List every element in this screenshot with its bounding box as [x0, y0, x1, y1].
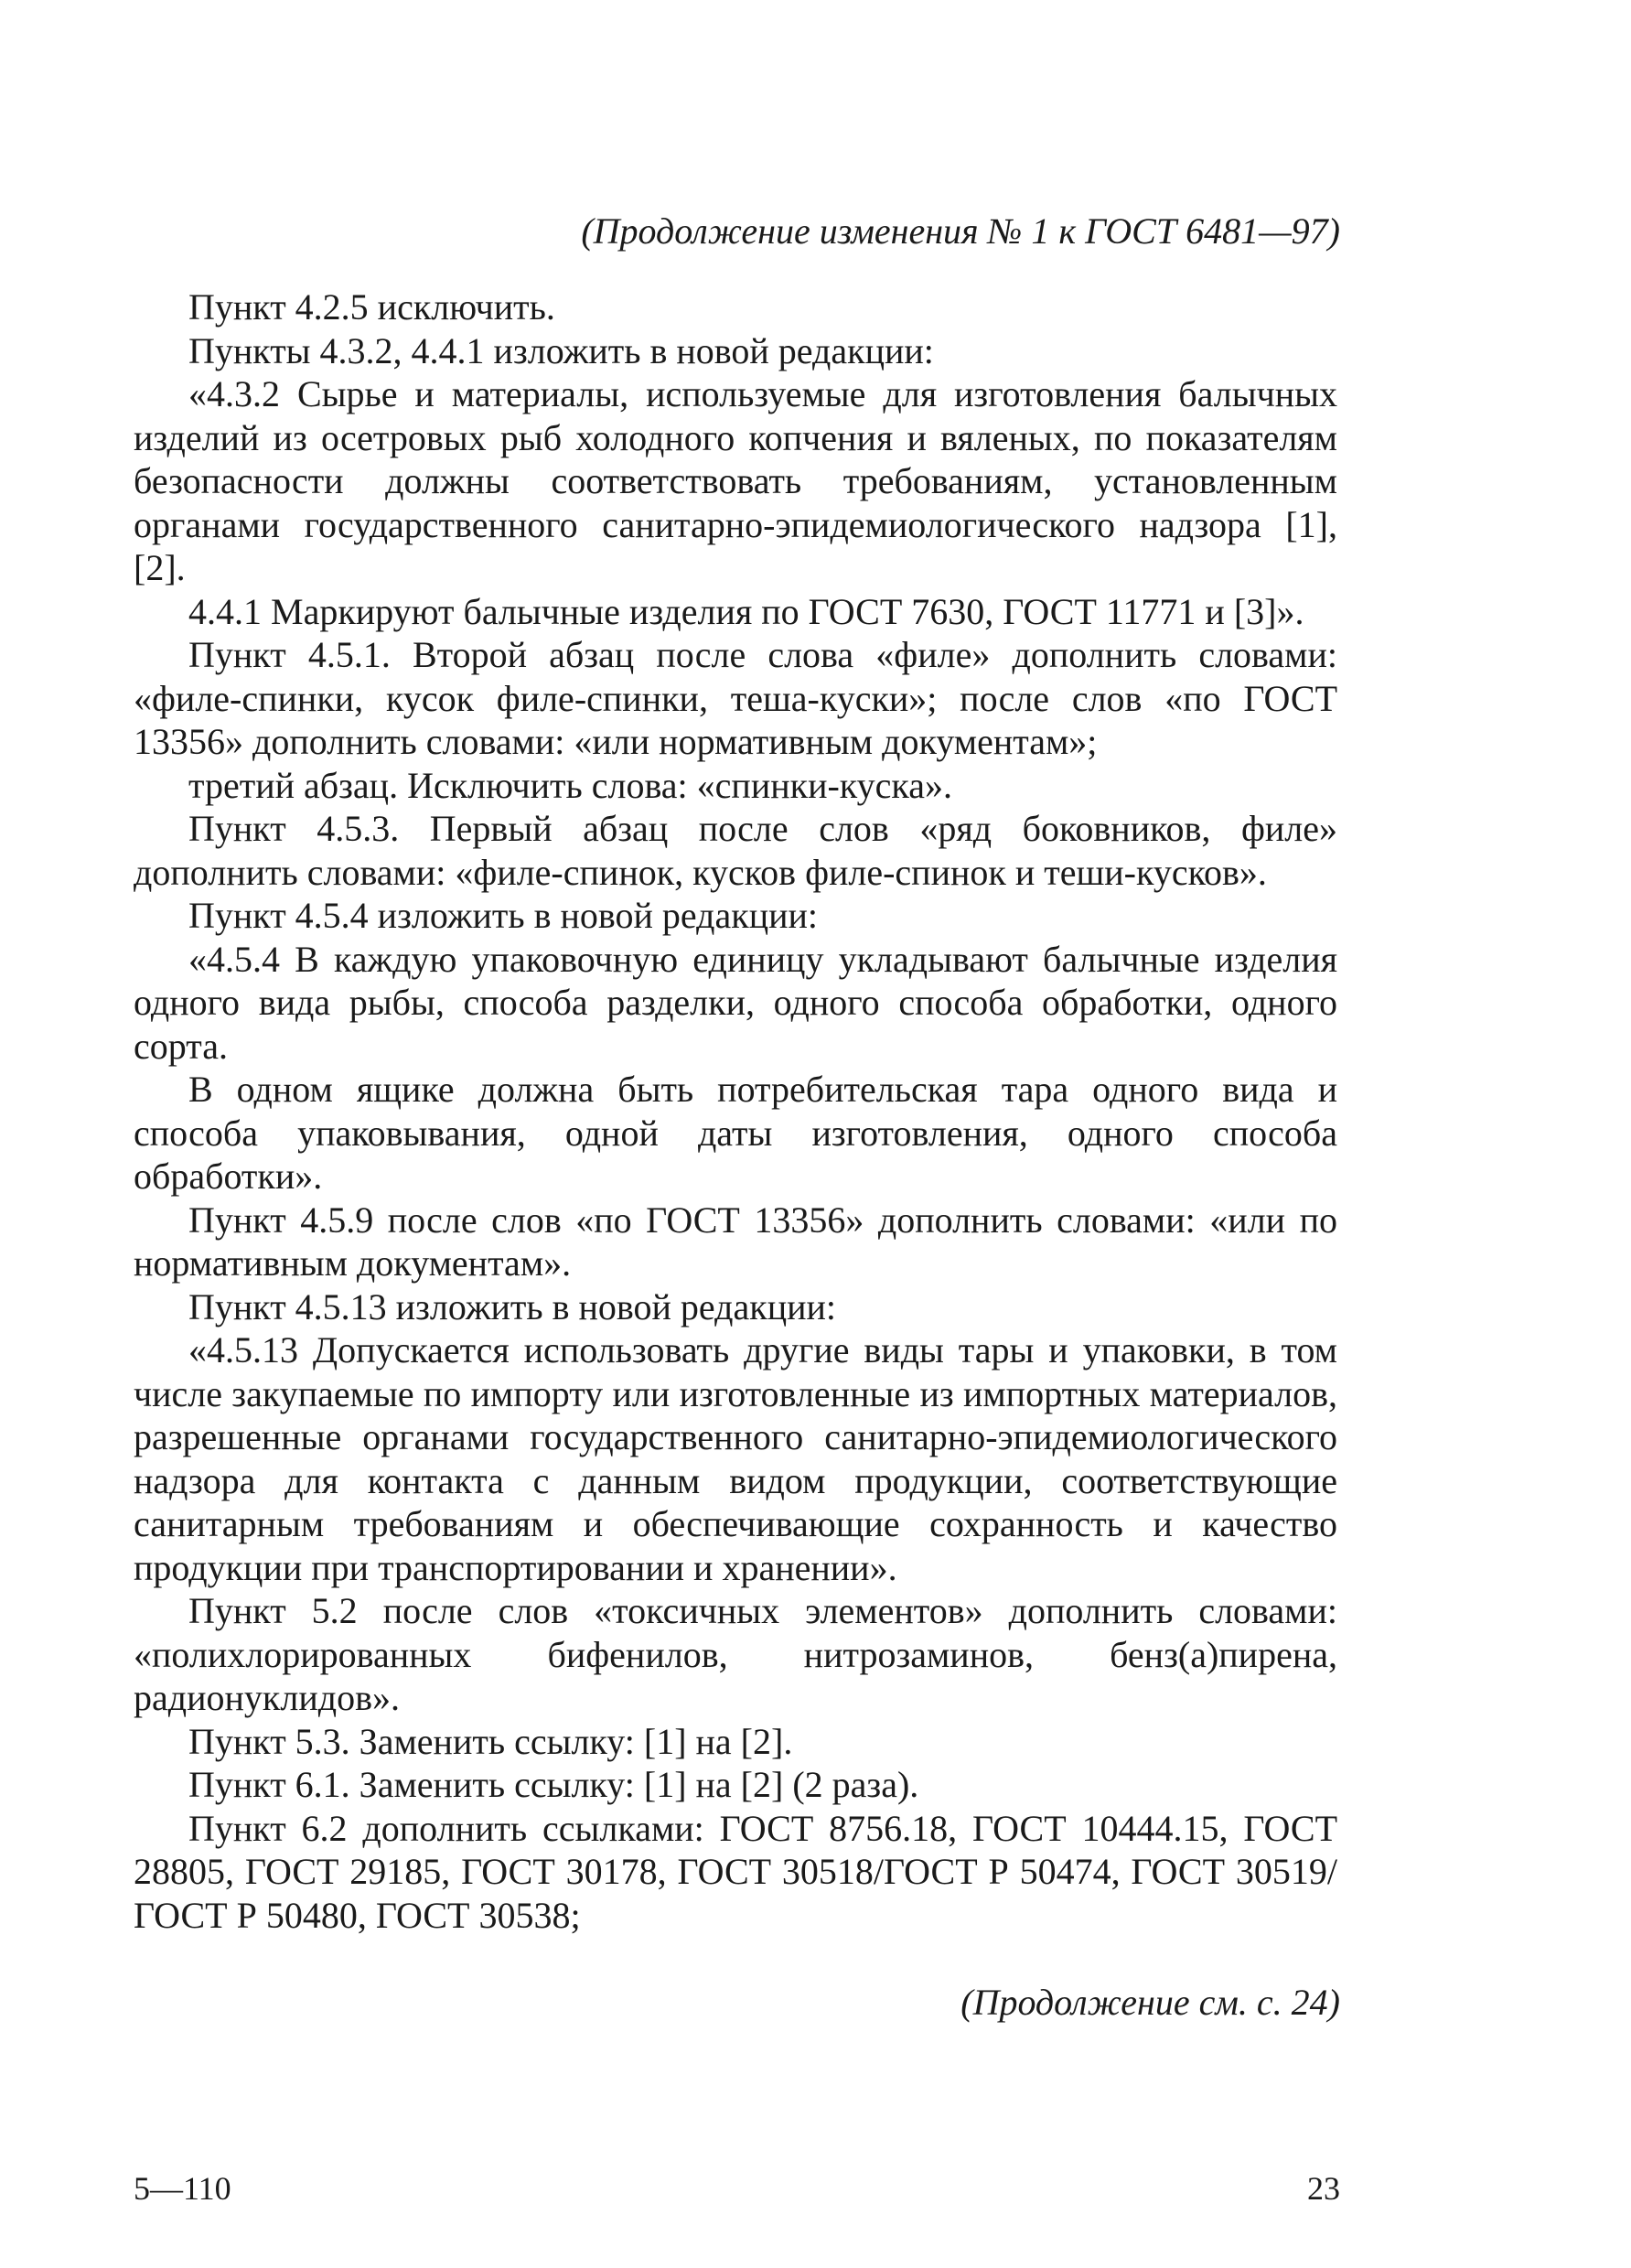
- document-body: [134, 285, 1337, 1937]
- continuation-note: (Продолжение см. с. 24): [960, 1982, 1340, 2023]
- paragraph: 4.4.1 Маркируют балычные изделия по ГОСТ 7630, ГОСТ 11771 и [3]».: [188, 590, 1304, 632]
- paragraph: Пункт 6.1. Заменить ссылку: [1] на [2] (2 раза).: [188, 1764, 919, 1805]
- paragraph: Пункт 4.5.4 изложить в новой редакции:: [188, 895, 819, 936]
- paragraph: Пункт 4.2.5 исключить.: [188, 286, 555, 328]
- running-header: (Продолжение изменения № 1 к ГОСТ 6481—97): [581, 210, 1340, 252]
- paragraph: Пункт 4.5.1. Второй абзац после слова «филе» дополнить словами: «филе-спинки, кусок филе-спинки, теша-куски»; после слов «по ГОСТ 13356» дополнить словами: «или нормативным документам»;: [134, 634, 1337, 762]
- paragraph: «4.5.4 В каждую упаковочную единицу укладывают балычные изделия одного вида рыбы, способа разделки, одного способа обработки, одного сорта.: [134, 938, 1337, 1067]
- paragraph: В одном ящике должна быть потребительская тара одного вида и способа упаковывания, одной даты изготовления, одного способа обработки».: [134, 1069, 1337, 1197]
- paragraph: Пункт 5.3. Заменить ссылку: [1] на [2].: [188, 1720, 793, 1762]
- paragraph: «4.5.13 Допускается использовать другие виды тары и упаковки, в том числе закупаемые по импорту или изготовленные из импортных материалов, разрешенные органами государственного санитарно-эпидемиологического надзора для контакта с данным видом продукции, соответствующие санитарным требованиям и обеспечивающие сохранность и качество продукции при транспортировании и хранении».: [134, 1329, 1337, 1588]
- paragraph: Пункт 5.2 после слов «токсичных элементов» дополнить словами: «полихлорированных бифенилов, нитрозаминов, бенз(а)пирена, радионуклидов».: [134, 1590, 1337, 1718]
- paragraph: Пункт 4.5.9 после слов «по ГОСТ 13356» дополнить словами: «или по нормативным документам».: [134, 1198, 1337, 1284]
- paragraph: Пункт 6.2 дополнить ссылками: ГОСТ 8756.18, ГОСТ 10444.15, ГОСТ 28805, ГОСТ 29185, ГОСТ 30178, ГОСТ 30518/ГОСТ Р 50474, ГОСТ 30519/ ГОСТ Р 50480, ГОСТ 30538;: [134, 1807, 1337, 1936]
- paragraph: Пункт 4.5.3. Первый абзац после слов «ряд боковников, филе» дополнить словами: «филе-спинок, кусков филе-спинок и теши-кусков».: [134, 808, 1337, 893]
- page-number: 23: [1307, 2170, 1340, 2207]
- paragraph: «4.3.2 Сырье и материалы, используемые для изготовления балычных изделий из осетровых рыб холодного копчения и вяленых, по показателям безопасности должны соответствовать требованиям, установленным органами государственного санитарно-эпидемиологического надзора [1], [2].: [134, 373, 1337, 588]
- print-code: 5—110: [134, 2170, 231, 2207]
- paragraph: третий абзац. Исключить слова: «спинки-куска».: [188, 764, 952, 806]
- paragraph: Пункты 4.3.2, 4.4.1 изложить в новой редакции:: [188, 329, 934, 371]
- paragraph: Пункт 4.5.13 изложить в новой редакции:: [188, 1285, 837, 1327]
